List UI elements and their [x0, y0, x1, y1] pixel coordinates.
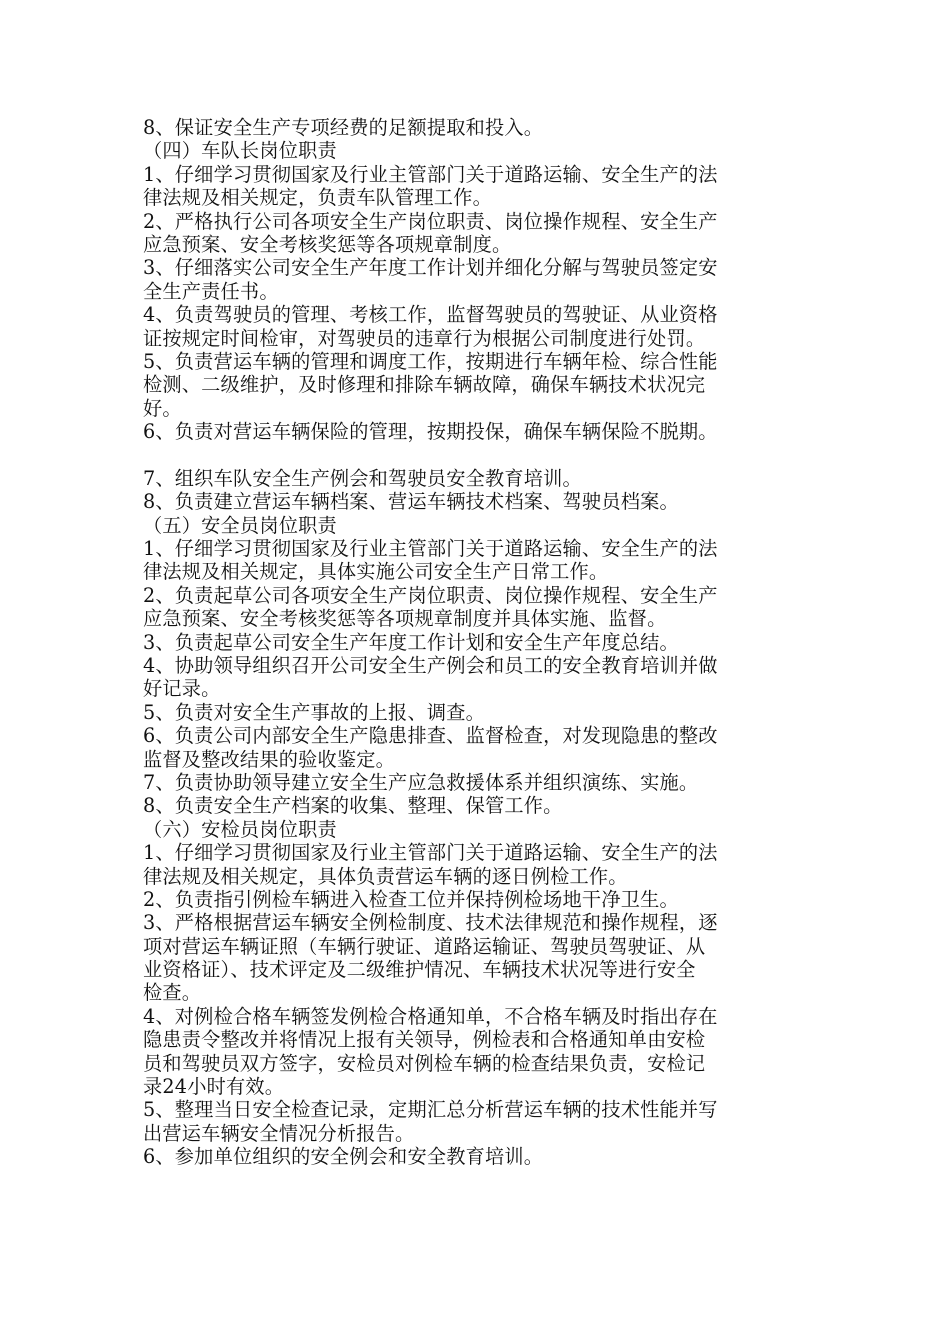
text-line: 好记录。 [143, 677, 221, 701]
text-line: 项对营运车辆证照（车辆行驶证、道路运输证、驾驶员驾驶证、从 [143, 934, 706, 958]
text-line: 6、参加单位组织的安全例会和安全教育培训。 [143, 1145, 544, 1169]
text-line: 2、严格执行公司各项安全生产岗位职责、岗位操作规程、安全生产 [143, 209, 718, 233]
section-heading: （四）车队长岗位职责 [143, 139, 337, 163]
text-line: 2、负责起草公司各项安全生产岗位职责、岗位操作规程、安全生产 [143, 583, 718, 607]
text-line: 律法规及相关规定，负责车队管理工作。 [143, 186, 492, 210]
text-line: 6、负责公司内部安全生产隐患排查、监督检查，对发现隐患的整改 [143, 724, 718, 748]
text-line: 律法规及相关规定，具体实施公司安全生产日常工作。 [143, 560, 609, 584]
text-line: 出营运车辆安全情况分析报告。 [143, 1121, 415, 1145]
text-line: 3、负责起草公司安全生产年度工作计划和安全生产年度总结。 [143, 630, 679, 654]
text-line: 1、仔细学习贯彻国家及行业主管部门关于道路运输、安全生产的法 [143, 537, 718, 561]
text-line: 员和驾驶员双方签字，安检员对例检车辆的检查结果负责，安检记 [143, 1051, 706, 1075]
text-line: 3、仔细落实公司安全生产年度工作计划并细化分解与驾驶员签定安 [143, 256, 718, 280]
text-line: 证按规定时间检审，对驾驶员的违章行为根据公司制度进行处罚。 [143, 326, 706, 350]
text-line: 4、协助领导组织召开公司安全生产例会和员工的安全教育培训并做 [143, 653, 718, 677]
section-heading: （五）安全员岗位职责 [143, 513, 337, 537]
text-line: 应急预案、安全考核奖惩等各项规章制度并具体实施、监督。 [143, 607, 667, 631]
text-line: 好。 [143, 396, 182, 420]
blank-line [143, 443, 813, 466]
text-line: 应急预案、安全考核奖惩等各项规章制度。 [143, 232, 512, 256]
text-line: 监督及整改结果的验收鉴定。 [143, 747, 396, 771]
text-line: 6、负责对营运车辆保险的管理，按期投保，确保车辆保险不脱期。 [143, 420, 718, 444]
text-line: 3、严格根据营运车辆安全例检制度、技术法律规范和操作规程，逐 [143, 911, 718, 935]
text-line: 7、组织车队安全生产例会和驾驶员安全教育培训。 [143, 466, 582, 490]
text-line: 1、仔细学习贯彻国家及行业主管部门关于道路运输、安全生产的法 [143, 841, 718, 865]
text-line: 7、负责协助领导建立安全生产应急救援体系并组织演练、实施。 [143, 770, 699, 794]
text-line: 8、保证安全生产专项经费的足额提取和投入。 [143, 116, 544, 139]
text-line: 录24小时有效。 [143, 1075, 285, 1099]
text-line: 4、负责驾驶员的管理、考核工作，监督驾驶员的驾驶证、从业资格 [143, 303, 718, 327]
text-line: 8、负责建立营运车辆档案、营运车辆技术档案、驾驶员档案。 [143, 490, 679, 514]
text-line: 5、负责对安全生产事故的上报、调查。 [143, 700, 485, 724]
text-line: 律法规及相关规定，具体负责营运车辆的逐日例检工作。 [143, 864, 628, 888]
section-heading: （六）安检员岗位职责 [143, 817, 337, 841]
text-line: 业资格证）、技术评定及二级维护情况、车辆技术状况等进行安全 [143, 958, 696, 982]
text-line: 5、负责营运车辆的管理和调度工作，按期进行车辆年检、综合性能 [143, 349, 718, 373]
document-body [143, 116, 813, 1169]
text-line: 检测、二级维护，及时修理和排除车辆故障，确保车辆技术状况完 [143, 373, 706, 397]
text-line: 全生产责任书。 [143, 279, 279, 303]
text-line: 检查。 [143, 981, 202, 1005]
text-line: 5、整理当日安全检查记录，定期汇总分析营运车辆的技术性能并写 [143, 1098, 718, 1122]
text-line: 2、负责指引例检车辆进入检查工位并保持例检场地干净卫生。 [143, 887, 679, 911]
text-line: 4、对例检合格车辆签发例检合格通知单，不合格车辆及时指出存在 [143, 1004, 718, 1028]
text-line: 隐患责令整改并将情况上报有关领导，例检表和合格通知单由安检 [143, 1028, 706, 1052]
text-line: 8、负责安全生产档案的收集、整理、保管工作。 [143, 794, 563, 818]
text-line: 1、仔细学习贯彻国家及行业主管部门关于道路运输、安全生产的法 [143, 162, 718, 186]
